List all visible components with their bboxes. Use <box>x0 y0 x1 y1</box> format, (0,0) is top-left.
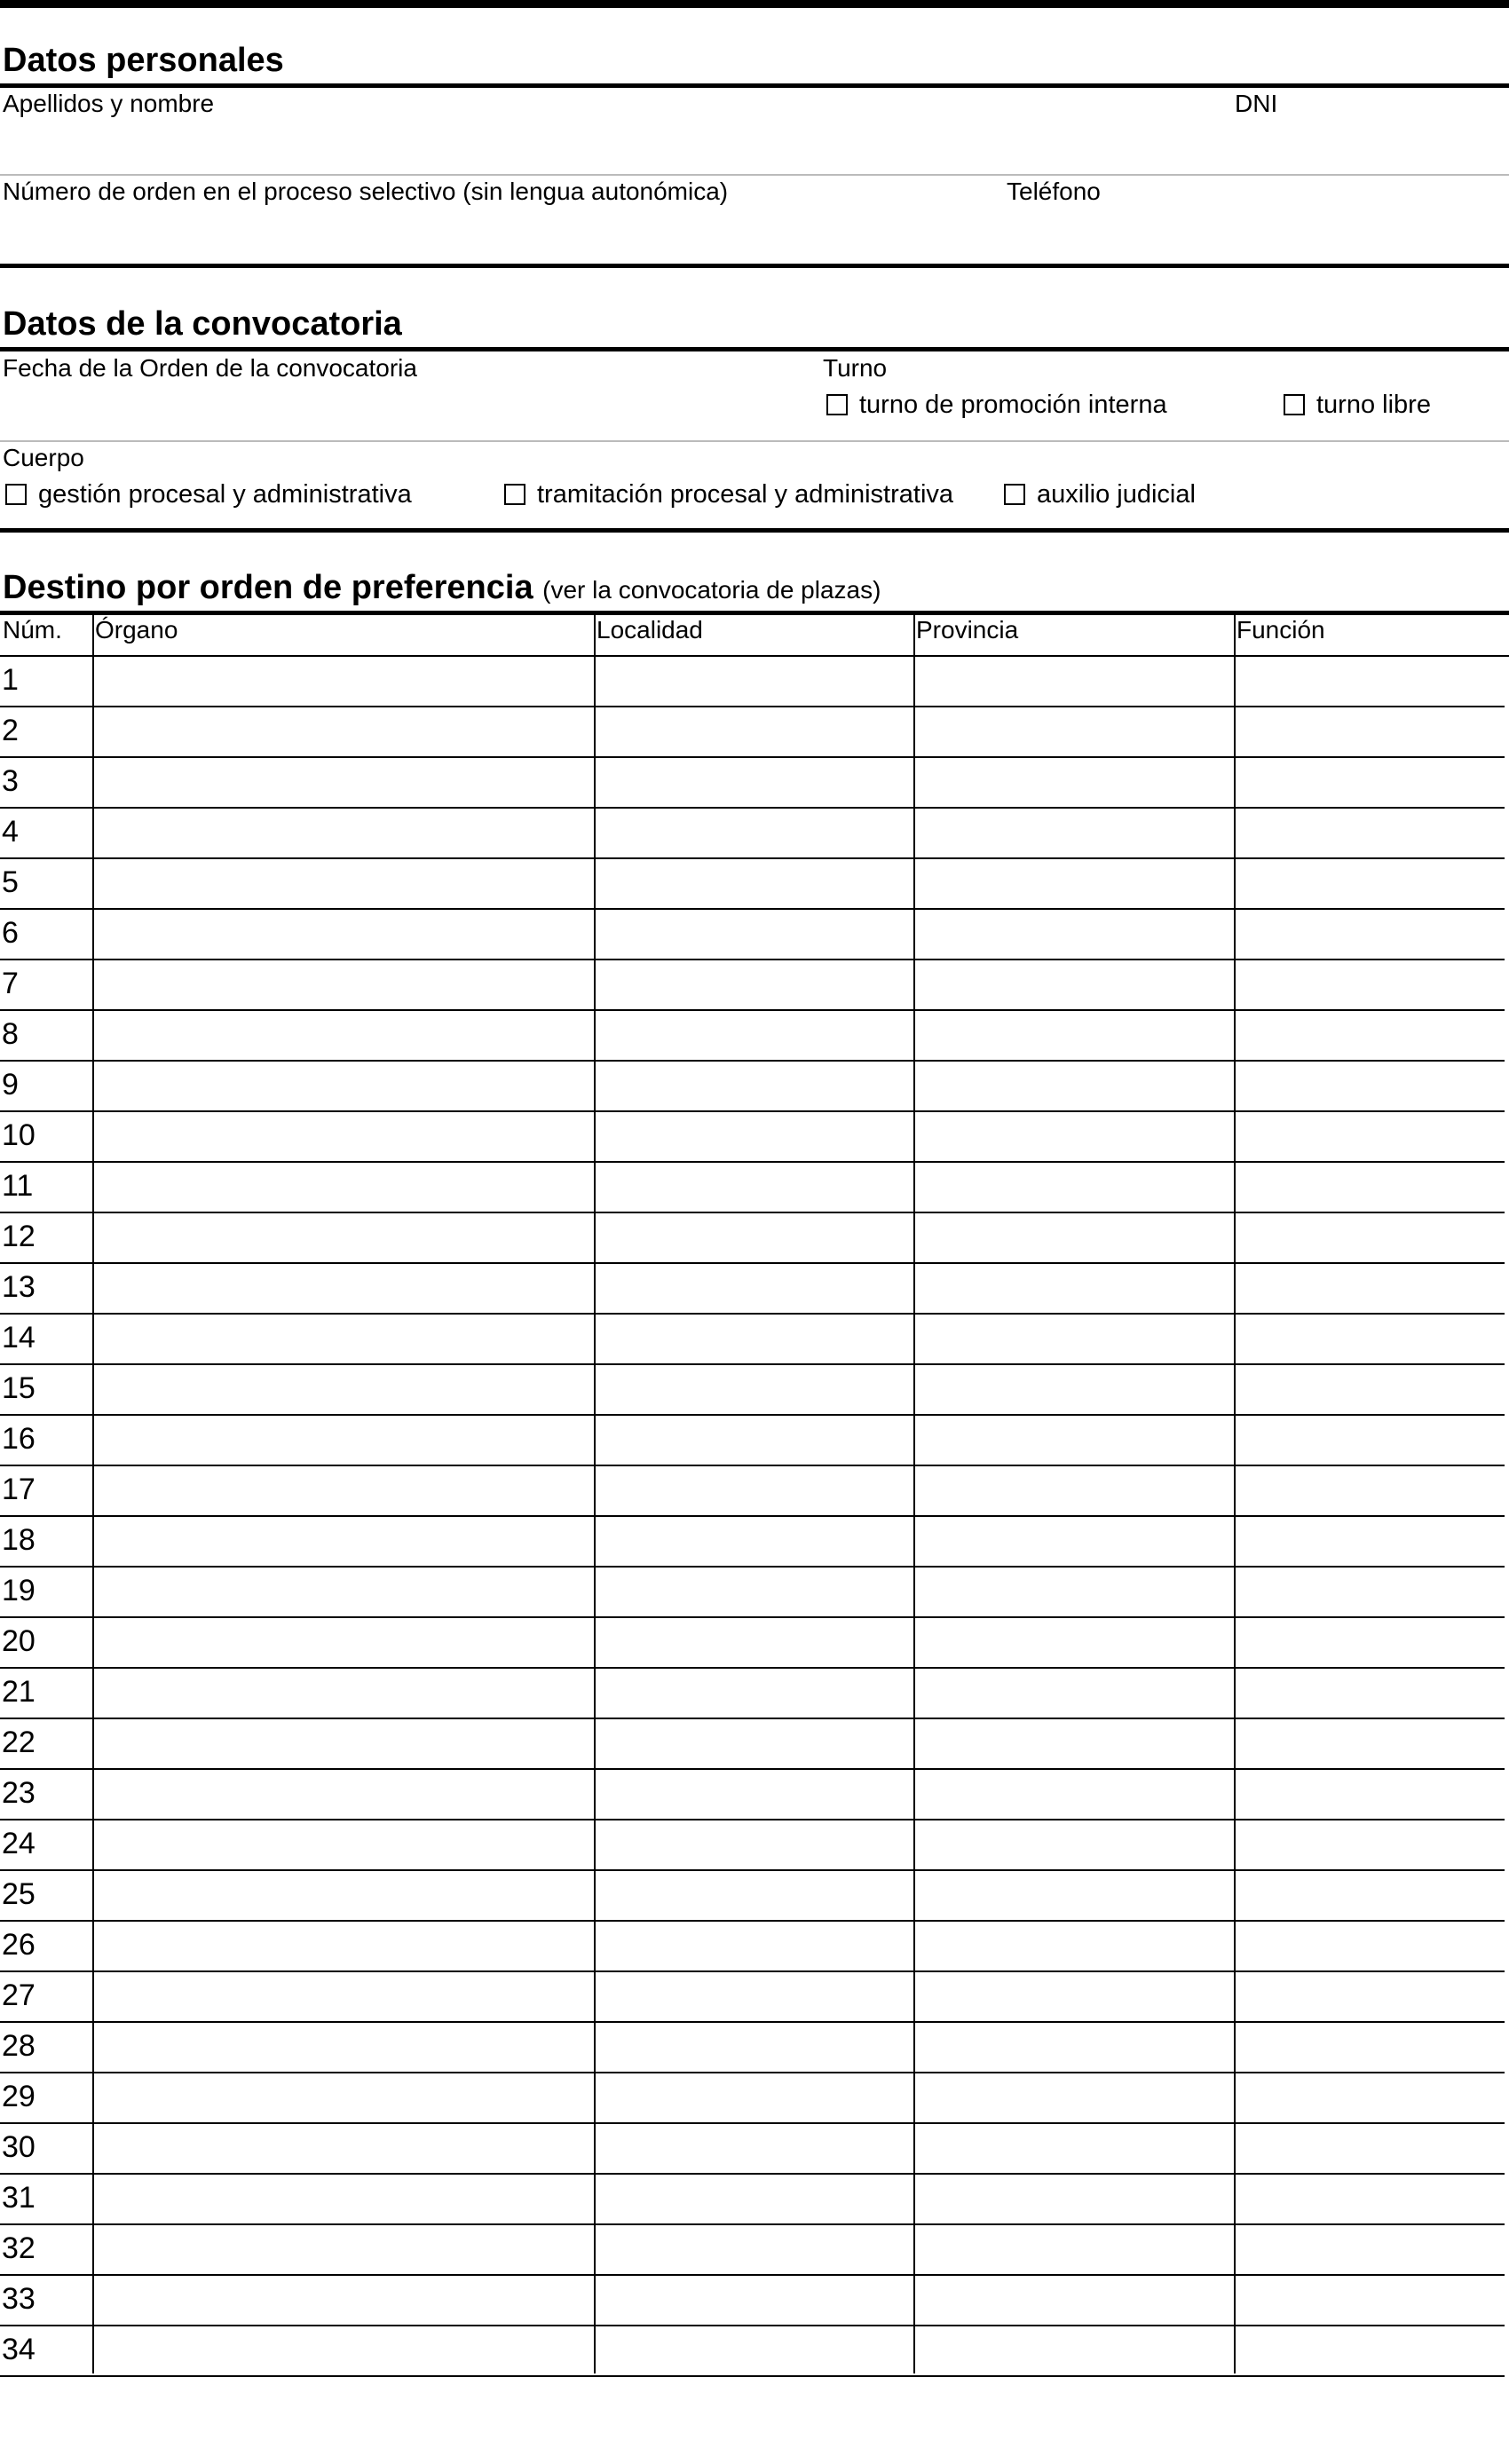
cell-funcion[interactable] <box>1236 2327 1502 2375</box>
cell-funcion[interactable] <box>1236 2176 1502 2223</box>
row-rule <box>0 2173 1505 2175</box>
row-rule <box>0 1009 1505 1011</box>
cell-funcion[interactable] <box>1236 1821 1502 1869</box>
cell-localidad[interactable] <box>596 1113 913 1161</box>
cell-funcion[interactable] <box>1236 1113 1502 1161</box>
cell-provincia[interactable] <box>915 860 1233 908</box>
row-rule <box>0 1465 1505 1466</box>
cell-organo[interactable] <box>94 1012 593 1060</box>
cell-funcion[interactable] <box>1236 1315 1502 1363</box>
cell-organo[interactable] <box>94 1265 593 1313</box>
cell-provincia[interactable] <box>915 759 1233 807</box>
cell-funcion[interactable] <box>1236 1265 1502 1313</box>
cell-organo[interactable] <box>94 1568 593 1616</box>
cell-provincia[interactable] <box>915 1568 1233 1616</box>
cell-provincia[interactable] <box>915 2074 1233 2122</box>
cell-provincia[interactable] <box>915 911 1233 959</box>
row-rule <box>0 1920 1505 1922</box>
row-rule <box>0 2274 1505 2276</box>
row-rule <box>0 1110 1505 1112</box>
row-number: 2 <box>2 714 19 747</box>
turn-internal-checkbox[interactable] <box>826 394 848 415</box>
row-rule <box>0 1363 1505 1365</box>
row-number: 22 <box>2 1726 36 1759</box>
row-number: 25 <box>2 1877 36 1911</box>
cell-provincia[interactable] <box>915 1973 1233 2021</box>
call-date-label: Fecha de la Orden de la convocatoria <box>3 354 417 382</box>
cell-funcion[interactable] <box>1236 1973 1502 2021</box>
row-number: 15 <box>2 1371 36 1405</box>
cell-localidad[interactable] <box>596 1214 913 1262</box>
cell-localidad[interactable] <box>596 2074 913 2122</box>
row-number: 33 <box>2 2282 36 2316</box>
cell-funcion[interactable] <box>1236 2074 1502 2122</box>
row-number: 21 <box>2 1675 36 1709</box>
cell-localidad[interactable] <box>596 2176 913 2223</box>
row-number: 8 <box>2 1017 19 1051</box>
cell-localidad[interactable] <box>596 2327 913 2375</box>
cell-localidad[interactable] <box>596 1568 913 1616</box>
row-number: 28 <box>2 2029 36 2063</box>
corps-gestion-checkbox[interactable] <box>5 484 27 505</box>
row-rule <box>0 1869 1505 1871</box>
cell-provincia[interactable] <box>915 658 1233 706</box>
row-rule <box>0 1313 1505 1315</box>
cell-funcion[interactable] <box>1236 1670 1502 1718</box>
row-number: 12 <box>2 1220 36 1253</box>
cell-organo[interactable] <box>94 1417 593 1465</box>
cell-provincia[interactable] <box>915 2024 1233 2072</box>
row-number: 23 <box>2 1776 36 1810</box>
cell-funcion[interactable] <box>1236 1872 1502 1920</box>
cell-organo[interactable] <box>94 1720 593 1768</box>
row-rule <box>0 1262 1505 1264</box>
call-mid-rule <box>0 440 1509 442</box>
row-rule <box>0 1060 1505 1062</box>
cell-provincia[interactable] <box>915 1771 1233 1819</box>
row-number: 1 <box>2 663 19 697</box>
row-number: 6 <box>2 916 19 950</box>
destinations-title-rule <box>0 611 1509 615</box>
cell-organo[interactable] <box>94 1821 593 1869</box>
row-rule <box>0 1515 1505 1517</box>
cell-localidad[interactable] <box>596 1670 913 1718</box>
cell-provincia[interactable] <box>915 1366 1233 1414</box>
row-number: 10 <box>2 1118 36 1152</box>
cell-organo[interactable] <box>94 1366 593 1414</box>
cell-provincia[interactable] <box>915 2125 1233 2173</box>
cell-localidad[interactable] <box>596 860 913 908</box>
cell-funcion[interactable] <box>1236 860 1502 908</box>
cell-localidad[interactable] <box>596 1720 913 1768</box>
cell-provincia[interactable] <box>915 1467 1233 1515</box>
cell-organo[interactable] <box>94 1467 593 1515</box>
corps-gestion-label: gestión procesal y administrativa <box>38 480 412 509</box>
row-rule <box>0 1718 1505 1719</box>
name-row-rule <box>0 174 1509 176</box>
row-number: 24 <box>2 1827 36 1860</box>
cell-localidad[interactable] <box>596 1062 913 1110</box>
row-number: 31 <box>2 2181 36 2215</box>
row-rule <box>0 1667 1505 1669</box>
corps-option-gestion[interactable] <box>3 480 464 512</box>
turn-option-free[interactable] <box>1281 391 1485 423</box>
row-number: 30 <box>2 2130 36 2164</box>
cell-provincia[interactable] <box>915 1923 1233 1970</box>
cell-localidad[interactable] <box>596 2226 913 2274</box>
cell-organo[interactable] <box>94 809 593 857</box>
cell-localidad[interactable] <box>596 1619 913 1667</box>
turn-option-internal[interactable] <box>824 391 1197 423</box>
cell-provincia[interactable] <box>915 1872 1233 1920</box>
row-rule <box>0 1212 1505 1213</box>
cell-localidad[interactable] <box>596 708 913 756</box>
cell-localidad[interactable] <box>596 1518 913 1566</box>
row-rule <box>0 2223 1505 2225</box>
row-number: 5 <box>2 865 19 899</box>
cell-funcion[interactable] <box>1236 1467 1502 1515</box>
cell-provincia[interactable] <box>915 1518 1233 1566</box>
row-rule <box>0 959 1505 960</box>
cell-organo[interactable] <box>94 1062 593 1110</box>
cell-funcion[interactable] <box>1236 1012 1502 1060</box>
row-number: 4 <box>2 815 19 849</box>
cell-localidad[interactable] <box>596 1467 913 1515</box>
cell-provincia[interactable] <box>915 2327 1233 2375</box>
cell-organo[interactable] <box>94 759 593 807</box>
row-rule <box>0 2072 1505 2073</box>
cell-organo[interactable] <box>94 2226 593 2274</box>
order-number-label: Número de orden en el proceso selectivo (sin lengua autonómica) <box>3 178 729 205</box>
turn-internal-label: turno de promoción interna <box>859 391 1167 419</box>
corps-option-tramitacion[interactable] <box>502 480 972 512</box>
cell-funcion[interactable] <box>1236 1568 1502 1616</box>
cell-localidad[interactable] <box>596 1973 913 2021</box>
row-rule <box>0 1414 1505 1416</box>
cell-provincia[interactable] <box>915 1670 1233 1718</box>
row-number: 27 <box>2 1978 36 2012</box>
row-rule <box>0 1161 1505 1163</box>
cell-funcion[interactable] <box>1236 2024 1502 2072</box>
cell-organo[interactable] <box>94 1771 593 1819</box>
cell-funcion[interactable] <box>1236 1164 1502 1212</box>
cell-organo[interactable] <box>94 1164 593 1212</box>
cell-funcion[interactable] <box>1236 809 1502 857</box>
corps-label: Cuerpo <box>3 444 84 471</box>
cell-localidad[interactable] <box>596 1164 913 1212</box>
cell-organo[interactable] <box>94 1619 593 1667</box>
turn-free-label: turno libre <box>1316 391 1431 419</box>
cell-localidad[interactable] <box>596 1771 913 1819</box>
phone-label: Teléfono <box>1007 178 1101 205</box>
destinations-section-title <box>3 569 881 606</box>
call-date-field[interactable] <box>0 351 799 440</box>
cell-funcion[interactable] <box>1236 1214 1502 1262</box>
row-number: 26 <box>2 1928 36 1962</box>
row-number: 16 <box>2 1422 36 1456</box>
cell-provincia[interactable] <box>915 1265 1233 1313</box>
cell-organo[interactable] <box>94 860 593 908</box>
cell-provincia[interactable] <box>915 708 1233 756</box>
cell-localidad[interactable] <box>596 1315 913 1363</box>
cell-funcion[interactable] <box>1236 1720 1502 1768</box>
dni-field[interactable] <box>1229 89 1509 174</box>
corps-tramitacion-label: tramitación procesal y administrativa <box>537 480 954 509</box>
row-number: 3 <box>2 764 19 798</box>
cell-organo[interactable] <box>94 2176 593 2223</box>
row-number: 11 <box>2 1169 34 1203</box>
row-rule <box>0 706 1505 707</box>
row-number: 19 <box>2 1574 36 1607</box>
cell-provincia[interactable] <box>915 1113 1233 1161</box>
personal-title-rule <box>0 83 1509 88</box>
cell-funcion[interactable] <box>1236 1366 1502 1414</box>
call-bottom-rule <box>0 528 1509 533</box>
turn-free-checkbox[interactable] <box>1284 394 1305 415</box>
column-header-provincia: Provincia <box>916 616 1019 644</box>
cell-funcion[interactable] <box>1236 1923 1502 1970</box>
cell-localidad[interactable] <box>596 1265 913 1313</box>
row-number: 13 <box>2 1270 36 1304</box>
row-number: 14 <box>2 1321 36 1354</box>
personal-bottom-rule <box>0 264 1509 268</box>
cell-provincia[interactable] <box>915 1012 1233 1060</box>
cell-organo[interactable] <box>94 1214 593 1262</box>
row-rule <box>0 1566 1505 1568</box>
row-number: 17 <box>2 1473 36 1506</box>
row-rule <box>0 2021 1505 2023</box>
corps-option-auxilio[interactable] <box>1001 480 1232 512</box>
cell-funcion[interactable] <box>1236 1619 1502 1667</box>
cell-localidad[interactable] <box>596 1012 913 1060</box>
cell-organo[interactable] <box>94 1872 593 1920</box>
cell-provincia[interactable] <box>915 1062 1233 1110</box>
cell-funcion[interactable] <box>1236 1417 1502 1465</box>
cell-organo[interactable] <box>94 708 593 756</box>
cell-provincia[interactable] <box>915 2226 1233 2274</box>
cell-funcion[interactable] <box>1236 708 1502 756</box>
cell-localidad[interactable] <box>596 1872 913 1920</box>
cell-localidad[interactable] <box>596 658 913 706</box>
cell-localidad[interactable] <box>596 911 913 959</box>
cell-localidad[interactable] <box>596 2125 913 2173</box>
cell-funcion[interactable] <box>1236 2226 1502 2274</box>
dni-label: DNI <box>1235 90 1278 117</box>
row-number: 32 <box>2 2231 36 2265</box>
call-section-title: Datos de la convocatoria <box>3 305 402 343</box>
cell-funcion[interactable] <box>1236 658 1502 706</box>
cell-funcion[interactable] <box>1236 961 1502 1009</box>
column-header-num: Núm. <box>3 616 62 644</box>
cell-organo[interactable] <box>94 2125 593 2173</box>
turn-label: Turno <box>823 354 888 382</box>
cell-organo[interactable] <box>94 658 593 706</box>
cell-organo[interactable] <box>94 1113 593 1161</box>
row-number: 18 <box>2 1523 36 1557</box>
row-rule <box>0 1616 1505 1618</box>
cell-provincia[interactable] <box>915 2176 1233 2223</box>
cell-provincia[interactable] <box>915 809 1233 857</box>
cell-localidad[interactable] <box>596 809 913 857</box>
cell-funcion[interactable] <box>1236 1062 1502 1110</box>
cell-organo[interactable] <box>94 1973 593 2021</box>
row-number: 9 <box>2 1068 19 1102</box>
row-rule <box>0 1768 1505 1770</box>
cell-provincia[interactable] <box>915 1821 1233 1869</box>
cell-organo[interactable] <box>94 1923 593 1970</box>
row-rule <box>0 2122 1505 2124</box>
cell-organo[interactable] <box>94 961 593 1009</box>
cell-organo[interactable] <box>94 911 593 959</box>
cell-provincia[interactable] <box>915 1720 1233 1768</box>
cell-localidad[interactable] <box>596 2024 913 2072</box>
cell-localidad[interactable] <box>596 1417 913 1465</box>
cell-provincia[interactable] <box>915 1315 1233 1363</box>
row-rule <box>0 756 1505 758</box>
cell-organo[interactable] <box>94 2074 593 2122</box>
cell-localidad[interactable] <box>596 1366 913 1414</box>
row-rule <box>0 807 1505 809</box>
cell-funcion[interactable] <box>1236 2277 1502 2325</box>
cell-funcion[interactable] <box>1236 759 1502 807</box>
order-number-field[interactable] <box>0 177 999 264</box>
cell-funcion[interactable] <box>1236 1771 1502 1819</box>
cell-organo[interactable] <box>94 2277 593 2325</box>
cell-localidad[interactable] <box>596 2277 913 2325</box>
cell-provincia[interactable] <box>915 961 1233 1009</box>
cell-organo[interactable] <box>94 1670 593 1718</box>
row-rule <box>0 908 1505 910</box>
name-label: Apellidos y nombre <box>3 90 215 117</box>
row-rule <box>0 2325 1505 2326</box>
cell-provincia[interactable] <box>915 1164 1233 1212</box>
cell-funcion[interactable] <box>1236 911 1502 959</box>
column-header-organo: Órgano <box>95 616 178 644</box>
corps-auxilio-checkbox[interactable] <box>1004 484 1025 505</box>
cell-provincia[interactable] <box>915 1417 1233 1465</box>
personal-section-title: Datos personales <box>3 42 284 79</box>
destinations-subtitle: (ver la convocatoria de plazas) <box>542 576 881 604</box>
row-number: 7 <box>2 967 19 1000</box>
cell-organo[interactable] <box>94 1518 593 1566</box>
cell-localidad[interactable] <box>596 759 913 807</box>
cell-organo[interactable] <box>94 1315 593 1363</box>
phone-field[interactable] <box>1003 177 1509 264</box>
cell-localidad[interactable] <box>596 1923 913 1970</box>
row-number: 20 <box>2 1624 36 1658</box>
destinations-title: Destino por orden de preferencia <box>3 569 533 606</box>
row-rule <box>0 1970 1505 1972</box>
top-rule <box>0 0 1509 8</box>
column-header-localidad: Localidad <box>596 616 703 644</box>
cell-provincia[interactable] <box>915 2277 1233 2325</box>
cell-funcion[interactable] <box>1236 1518 1502 1566</box>
row-rule <box>0 2375 1505 2377</box>
cell-organo[interactable] <box>94 2327 593 2375</box>
column-header-funcion: Función <box>1236 616 1325 644</box>
row-rule <box>0 857 1505 859</box>
cell-provincia[interactable] <box>915 1214 1233 1262</box>
cell-organo[interactable] <box>94 2024 593 2072</box>
row-rule <box>0 1819 1505 1820</box>
corps-tramitacion-checkbox[interactable] <box>504 484 525 505</box>
header-row-rule <box>0 655 1509 657</box>
name-field[interactable] <box>0 89 1225 174</box>
cell-provincia[interactable] <box>915 1619 1233 1667</box>
cell-localidad[interactable] <box>596 961 913 1009</box>
corps-auxilio-label: auxilio judicial <box>1037 480 1196 509</box>
row-number: 34 <box>2 2333 36 2366</box>
cell-funcion[interactable] <box>1236 2125 1502 2173</box>
cell-localidad[interactable] <box>596 1821 913 1869</box>
row-number: 29 <box>2 2080 36 2113</box>
